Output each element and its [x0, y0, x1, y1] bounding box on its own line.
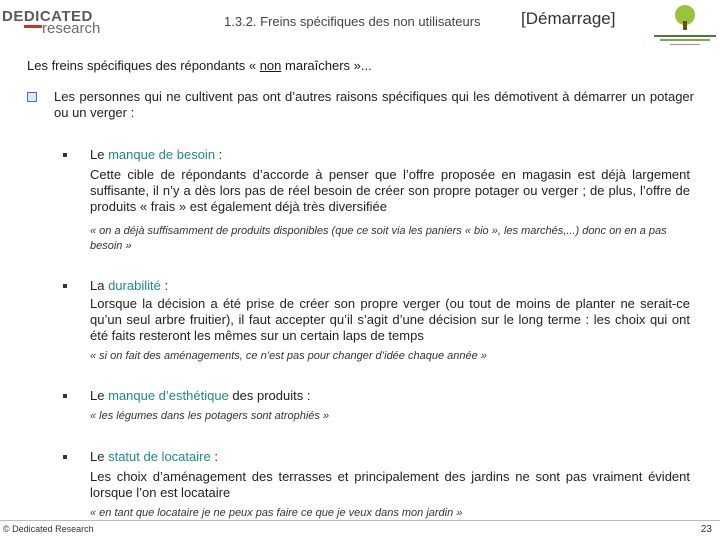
heading-text-before: Les freins spécifiques des répondants « — [27, 58, 260, 73]
item-title-locataire — [90, 449, 218, 465]
page-number: 23 — [700, 524, 712, 535]
square-bullet-icon — [63, 284, 67, 288]
square-bullet-icon — [63, 153, 67, 157]
item-quote-esthetique: « les légumes dans les potagers sont atrophiés » — [90, 410, 330, 422]
tree-trunk — [683, 21, 687, 30]
slide-heading — [27, 58, 372, 73]
slide-header — [0, 0, 720, 50]
square-bullet-icon — [63, 455, 67, 459]
item-body-durabilite: Lorsque la décision a été prise de créer son propre verger (ou tout de moins de planter ne serait-ce qu’un seul arbre fruitier), il faut accepter qu’il s’agit d’une décision sur le long terme : les choix qui ont été faits resteront les mêmes sur un certain laps de temps — [90, 296, 690, 343]
item-quote-locataire: « en tant que locataire je ne peux pas faire ce que je veux dans mon jardin » — [90, 507, 463, 519]
heading-text-after: maraîchers »... — [281, 58, 372, 73]
logo-text-line — [660, 39, 710, 41]
item-quote-besoin: « on a déjà suffisamment de produits disponibles (que ce soit via les paniers « bio », les marchés,...) donc on en a pas besoin » — [90, 225, 667, 252]
dedicated-research-logo — [2, 8, 112, 37]
item-suffix: : — [210, 449, 218, 464]
partner-tree-logo — [650, 3, 720, 49]
item-suffix: des produits : — [228, 388, 311, 403]
item-prefix: Le — [90, 449, 109, 464]
item-suffix: : — [160, 278, 169, 293]
item-quote-durabilite: « si on fait des aménagements, ce n’est pas pour changer d’idée chaque année » — [90, 350, 487, 362]
logo-text-line — [654, 35, 716, 37]
logo-text-research: research — [42, 20, 101, 37]
stage-label: [Démarrage] — [521, 9, 616, 28]
footer-copyright: © Dedicated Research — [3, 524, 94, 534]
footer-divider — [0, 520, 720, 521]
logo-accent-bar — [24, 25, 42, 28]
item-key: durabilité — [108, 278, 161, 293]
item-prefix: Le — [90, 147, 109, 162]
checkbox-bullet-icon — [27, 92, 37, 102]
item-body-besoin: Cette cible de répondants d’accorde à penser que l’offre proposée en magasin est déjà largement suffisante, il n’y a dès lors pas de réel besoin de créer son propre potager ou verger ; de plus, l’offre de produits « frais » est également déjà très diversifiée — [90, 167, 690, 214]
item-title-durabilite — [90, 278, 168, 294]
item-key: statut de locataire — [108, 449, 211, 464]
heading-text-underlined: non — [259, 58, 282, 73]
item-key: manque d’esthétique — [108, 388, 229, 403]
item-body-locataire: Les choix d’aménagement des terrasses et principalement des jardins ne sont pas vraiment évident lorsque l’on est locataire — [90, 469, 690, 500]
item-prefix: Le — [90, 388, 109, 403]
section-title: 1.3.2. Freins spécifiques des non utilisateurs — [224, 14, 481, 29]
logo-text-line — [670, 44, 700, 45]
intro-paragraph: Les personnes qui ne cultivent pas ont d’autres raisons spécifiques qui les démotivent à démarrer un potager ou un verger : — [54, 89, 694, 120]
item-title-esthetique — [90, 388, 310, 404]
item-title-besoin — [90, 147, 222, 163]
item-key: manque de besoin — [108, 147, 216, 162]
square-bullet-icon — [63, 394, 67, 398]
logo-text-dedicated: DEDICATED — [2, 8, 93, 25]
item-suffix: : — [215, 147, 223, 162]
item-prefix: La — [90, 278, 109, 293]
